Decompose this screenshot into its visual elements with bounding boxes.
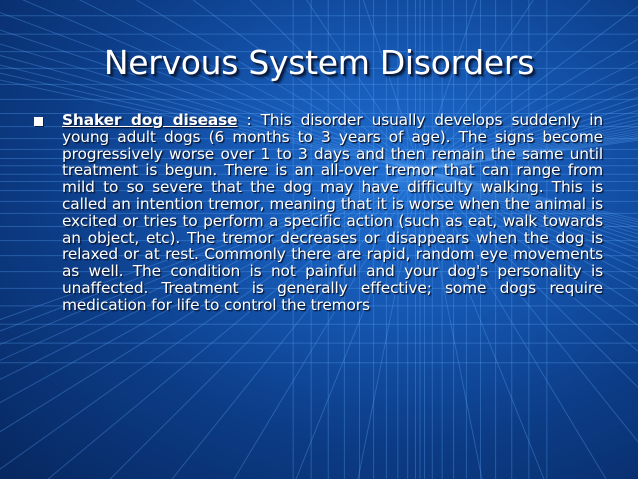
bullet-term: Shaker dog disease	[62, 111, 238, 129]
square-bullet-icon	[34, 117, 43, 126]
bullet-text	[62, 112, 603, 314]
bullet-body: : This disorder usually develops suddenly in young adult dogs (6 months to 3 years of age). The signs become progressively worse over 1 to 3 days and then remain the same until treatment is begun. There is an all-over tremor that can range from mild to so severe that the dog may have difficulty walking. This is called an intention tremor, meaning that it is worse when the animal is excited or tries to perform a specific action (such as eat, walk towards an object, etc). The tremor decreases or disappears when the dog is relaxed or at rest. Commonly there are rapid, random eye movements as well. The condition is not painful and your dog's personality is unaffected. Treatment is generally effective; some dogs require medication for life to control the tremors	[62, 111, 603, 314]
slide-title: Nervous System Disorders	[103, 43, 535, 82]
bullet-item	[28, 112, 603, 314]
